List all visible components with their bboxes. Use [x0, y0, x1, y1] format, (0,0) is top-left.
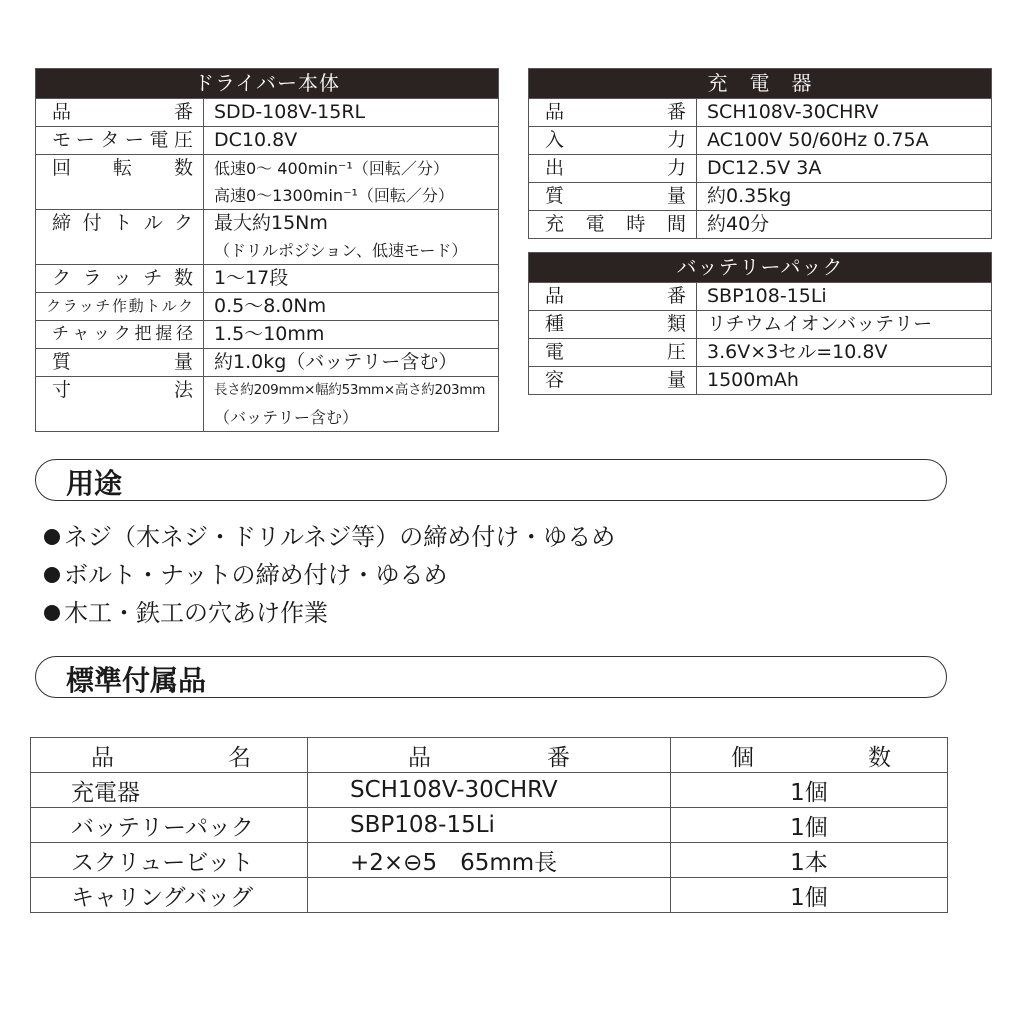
table-row: 寸法 長さ約209mm×幅約53mm×高さ約203mm （バッテリー含む） — [36, 377, 499, 432]
charger-spec-table — [528, 68, 992, 239]
table-row: 充電時間 約40分 — [529, 211, 992, 239]
table-row: 質量 約1.0kg（バッテリー含む） — [36, 349, 499, 377]
list-item: ボルト・ナットの締め付け・ゆるめ — [44, 556, 615, 594]
usage-section-header — [35, 459, 947, 501]
accessories-title: 標準付属品 — [66, 664, 207, 697]
table-header-row: 品 名 品 番 個 数 — [31, 738, 948, 773]
table-row: キャリングバッグ 1個 — [31, 878, 948, 913]
list-item: ネジ（木ネジ・ドリルネジ等）の締め付け・ゆるめ — [44, 518, 615, 556]
bullet-icon — [44, 567, 60, 583]
table-row: 回転数 低速0～ 400min⁻¹（回転／分） 高速0～1300min⁻¹（回転／分） — [36, 155, 499, 210]
table-row: スクリュービット +2×⊖5 65mm長 1本 — [31, 843, 948, 878]
table-row: チャック把握径 1.5～10mm — [36, 321, 499, 349]
table-row: 出力 DC12.5V 3A — [529, 155, 992, 183]
battery-table-title: バッテリーパック — [529, 253, 992, 283]
table-row: 充電器 SCH108V-30CHRV 1個 — [31, 773, 948, 808]
table-row: 種類 リチウムイオンバッテリー — [529, 311, 992, 339]
table-row: 締付トルク 最大約15Nm （ドリルポジション、低速モード） — [36, 210, 499, 265]
table-row: クラッチ作動トルク 0.5～8.0Nm — [36, 293, 499, 321]
accessories-section-header — [35, 656, 947, 698]
table-row: 品番 SBP108-15Li — [529, 283, 992, 311]
usage-list — [44, 518, 615, 632]
table-row: 電圧 3.6V×3セル=10.8V — [529, 339, 992, 367]
driver-table-title: ドライバー本体 — [36, 69, 499, 99]
driver-spec-table — [35, 68, 499, 432]
table-row: 品番 SDD-108V-15RL — [36, 99, 499, 127]
battery-spec-table — [528, 252, 992, 395]
table-row: 入力 AC100V 50/60Hz 0.75A — [529, 127, 992, 155]
table-row: 品番 SCH108V-30CHRV — [529, 99, 992, 127]
table-row: バッテリーパック SBP108-15Li 1個 — [31, 808, 948, 843]
table-row: 容量 1500mAh — [529, 367, 992, 395]
table-row: 質量 約0.35kg — [529, 183, 992, 211]
charger-table-title: 充 電 器 — [529, 69, 992, 99]
list-item: 木工・鉄工の穴あけ作業 — [44, 594, 615, 632]
table-row: モーター電圧 DC10.8V — [36, 127, 499, 155]
bullet-icon — [44, 529, 60, 545]
bullet-icon — [44, 605, 60, 621]
usage-title: 用途 — [66, 467, 123, 500]
accessories-table — [30, 737, 948, 913]
table-row: クラッチ数 1～17段 — [36, 265, 499, 293]
